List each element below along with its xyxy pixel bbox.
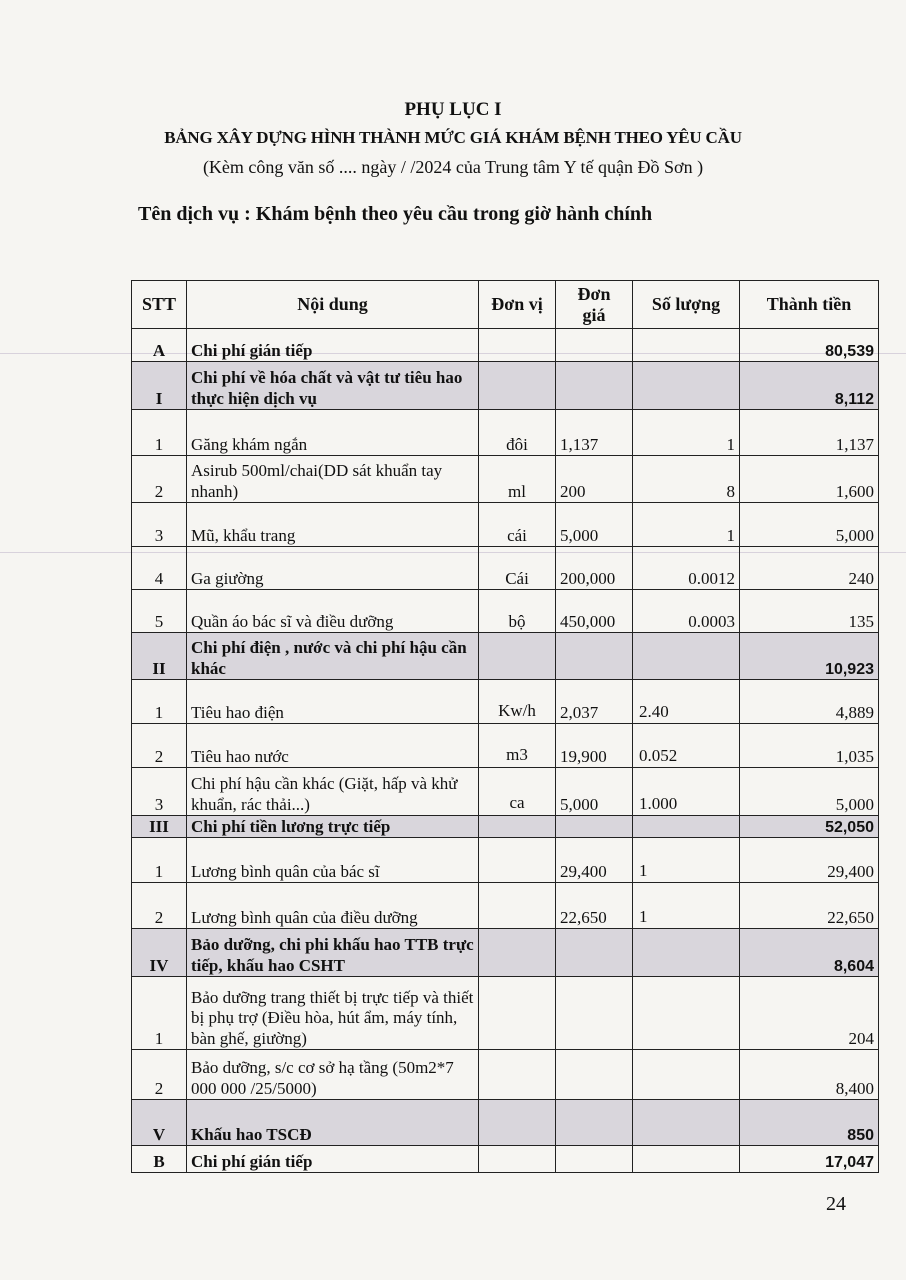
row-content: Bảo dưỡng, s/c cơ sở hạ tầng (50m2*7 000 000 /25/5000) [187, 1050, 479, 1100]
row-amount: 52,050 [740, 816, 879, 838]
row-amount: 204 [740, 977, 879, 1050]
row-quantity: 2.40 [633, 680, 740, 724]
row-stt: 1 [132, 838, 187, 883]
row-stt: IV [132, 929, 187, 977]
row-unit-price [556, 1146, 633, 1173]
header-so-luong: Số lượng [633, 281, 740, 329]
row-stt: 5 [132, 590, 187, 633]
row-unit-price: 5,000 [556, 503, 633, 547]
row-unit: Kw/h [479, 680, 556, 724]
row-content: Găng khám ngắn [187, 410, 479, 456]
row-unit [479, 929, 556, 977]
row-content: Chi phí hậu cần khác (Giặt, hấp và khử khuẩn, rác thải...) [187, 768, 479, 816]
header-don-vi: Đơn vị [479, 281, 556, 329]
row-unit-price [556, 329, 633, 362]
row-quantity: 0.0003 [633, 590, 740, 633]
row-amount: 1,600 [740, 456, 879, 503]
row-unit [479, 838, 556, 883]
appendix-title: PHỤ LỤC I [404, 99, 502, 120]
header-thanh-tien: Thành tiền [740, 281, 879, 329]
row-amount: 1,137 [740, 410, 879, 456]
header-noi-dung: Nội dung [187, 281, 479, 329]
row-stt: B [132, 1146, 187, 1173]
row-unit [479, 329, 556, 362]
row-unit-price: 29,400 [556, 838, 633, 883]
row-content: Khấu hao TSCĐ [187, 1100, 479, 1146]
table-row [132, 977, 879, 1050]
table-row [132, 768, 879, 816]
row-unit-price [556, 1050, 633, 1100]
row-amount: 1,035 [740, 724, 879, 768]
row-amount: 10,923 [740, 633, 879, 680]
row-amount: 135 [740, 590, 879, 633]
row-stt: III [132, 816, 187, 838]
page-number: 24 [826, 1193, 846, 1215]
row-content: Chi phí điện , nước và chi phí hậu cần khác [187, 633, 479, 680]
row-unit-price: 19,900 [556, 724, 633, 768]
row-unit-price: 200,000 [556, 547, 633, 590]
row-quantity [633, 1146, 740, 1173]
row-quantity: 8 [633, 456, 740, 503]
service-name: Tên dịch vụ : Khám bệnh theo yêu cầu trong giờ hành chính [138, 203, 653, 225]
row-content: Bảo dưỡng, chi phi khấu hao TTB trực tiếp, khấu hao CSHT [187, 929, 479, 977]
row-unit-price: 22,650 [556, 883, 633, 929]
row-stt: 2 [132, 883, 187, 929]
table-row [132, 680, 879, 724]
table-row [132, 1050, 879, 1100]
row-stt: V [132, 1100, 187, 1146]
row-stt: II [132, 633, 187, 680]
row-unit-price [556, 1100, 633, 1146]
row-stt: 2 [132, 1050, 187, 1100]
row-quantity [633, 1050, 740, 1100]
row-unit [479, 1146, 556, 1173]
row-stt: 1 [132, 977, 187, 1050]
section-row [132, 633, 879, 680]
row-content: Chi phí gián tiếp [187, 329, 479, 362]
table-row [132, 838, 879, 883]
table-row [132, 456, 879, 503]
row-stt: 3 [132, 503, 187, 547]
row-unit [479, 633, 556, 680]
row-unit [479, 1100, 556, 1146]
row-unit: đôi [479, 410, 556, 456]
table-row [132, 724, 879, 768]
row-unit: ml [479, 456, 556, 503]
row-quantity: 0.052 [633, 724, 740, 768]
row-quantity: 1 [633, 883, 740, 929]
row-unit [479, 362, 556, 410]
row-amount: 850 [740, 1100, 879, 1146]
row-unit [479, 1050, 556, 1100]
row-unit-price: 200 [556, 456, 633, 503]
row-quantity [633, 1100, 740, 1146]
row-unit-price: 5,000 [556, 768, 633, 816]
row-quantity [633, 362, 740, 410]
table-row [132, 590, 879, 633]
row-stt: A [132, 329, 187, 362]
row-quantity [633, 977, 740, 1050]
row-amount: 8,604 [740, 929, 879, 977]
row-stt: I [132, 362, 187, 410]
row-unit-price: 450,000 [556, 590, 633, 633]
row-unit: cái [479, 503, 556, 547]
table-row [132, 883, 879, 929]
row-stt: 3 [132, 768, 187, 816]
row-amount: 8,112 [740, 362, 879, 410]
row-content: Chi phí tiền lương trực tiếp [187, 816, 479, 838]
table-title: BẢNG XÂY DỰNG HÌNH THÀNH MỨC GIÁ KHÁM BỆNH THEO YÊU CẦU [164, 128, 742, 147]
row-stt: 2 [132, 456, 187, 503]
row-unit: Cái [479, 547, 556, 590]
row-quantity: 1.000 [633, 768, 740, 816]
row-content: Quần áo bác sĩ và điều dưỡng [187, 590, 479, 633]
row-amount: 17,047 [740, 1146, 879, 1173]
row-amount: 22,650 [740, 883, 879, 929]
section-row [132, 362, 879, 410]
section-row [132, 1146, 879, 1173]
row-quantity: 0.0012 [633, 547, 740, 590]
table-header-row [132, 281, 879, 329]
row-quantity [633, 633, 740, 680]
section-row [132, 1100, 879, 1146]
section-row [132, 329, 879, 362]
row-content: Bảo dưỡng trang thiết bị trực tiếp và thiết bị phụ trợ (Điều hòa, hút ẩm, máy tính, bàn ghế, giường) [187, 977, 479, 1050]
table-row [132, 503, 879, 547]
row-content: Mũ, khẩu trang [187, 503, 479, 547]
table-row [132, 410, 879, 456]
row-unit-price: 1,137 [556, 410, 633, 456]
row-amount: 4,889 [740, 680, 879, 724]
reference-note: (Kèm công văn số .... ngày / /2024 của Trung tâm Y tế quận Đồ Sơn ) [202, 157, 704, 177]
row-quantity [633, 816, 740, 838]
row-unit: m3 [479, 724, 556, 768]
row-unit-price [556, 362, 633, 410]
row-content: Tiêu hao nước [187, 724, 479, 768]
row-stt: 2 [132, 724, 187, 768]
row-unit: bộ [479, 590, 556, 633]
row-unit-price [556, 929, 633, 977]
section-row [132, 929, 879, 977]
row-amount: 29,400 [740, 838, 879, 883]
header-don-gia: Đơn giá [556, 281, 633, 329]
row-content: Lương bình quân của bác sĩ [187, 838, 479, 883]
row-amount: 8,400 [740, 1050, 879, 1100]
row-stt: 1 [132, 680, 187, 724]
row-content: Tiêu hao điện [187, 680, 479, 724]
row-quantity [633, 929, 740, 977]
row-stt: 1 [132, 410, 187, 456]
row-amount: 5,000 [740, 503, 879, 547]
row-content: Ga giường [187, 547, 479, 590]
row-stt: 4 [132, 547, 187, 590]
header-stt: STT [132, 281, 187, 329]
row-content: Asirub 500ml/chai(DD sát khuẩn tay nhanh) [187, 456, 479, 503]
row-unit-price [556, 816, 633, 838]
row-unit [479, 816, 556, 838]
row-unit-price: 2,037 [556, 680, 633, 724]
row-unit-price [556, 633, 633, 680]
row-amount: 240 [740, 547, 879, 590]
row-amount: 80,539 [740, 329, 879, 362]
row-content: Lương bình quân của điều dưỡng [187, 883, 479, 929]
price-table [131, 280, 879, 1173]
row-quantity: 1 [633, 838, 740, 883]
section-row [132, 816, 879, 838]
row-quantity [633, 329, 740, 362]
row-unit [479, 883, 556, 929]
row-unit-price [556, 977, 633, 1050]
row-content: Chi phí về hóa chất và vật tư tiêu hao thực hiện dịch vụ [187, 362, 479, 410]
row-quantity: 1 [633, 503, 740, 547]
row-quantity: 1 [633, 410, 740, 456]
row-unit [479, 977, 556, 1050]
row-unit: ca [479, 768, 556, 816]
row-amount: 5,000 [740, 768, 879, 816]
row-content: Chi phí gián tiếp [187, 1146, 479, 1173]
table-row [132, 547, 879, 590]
